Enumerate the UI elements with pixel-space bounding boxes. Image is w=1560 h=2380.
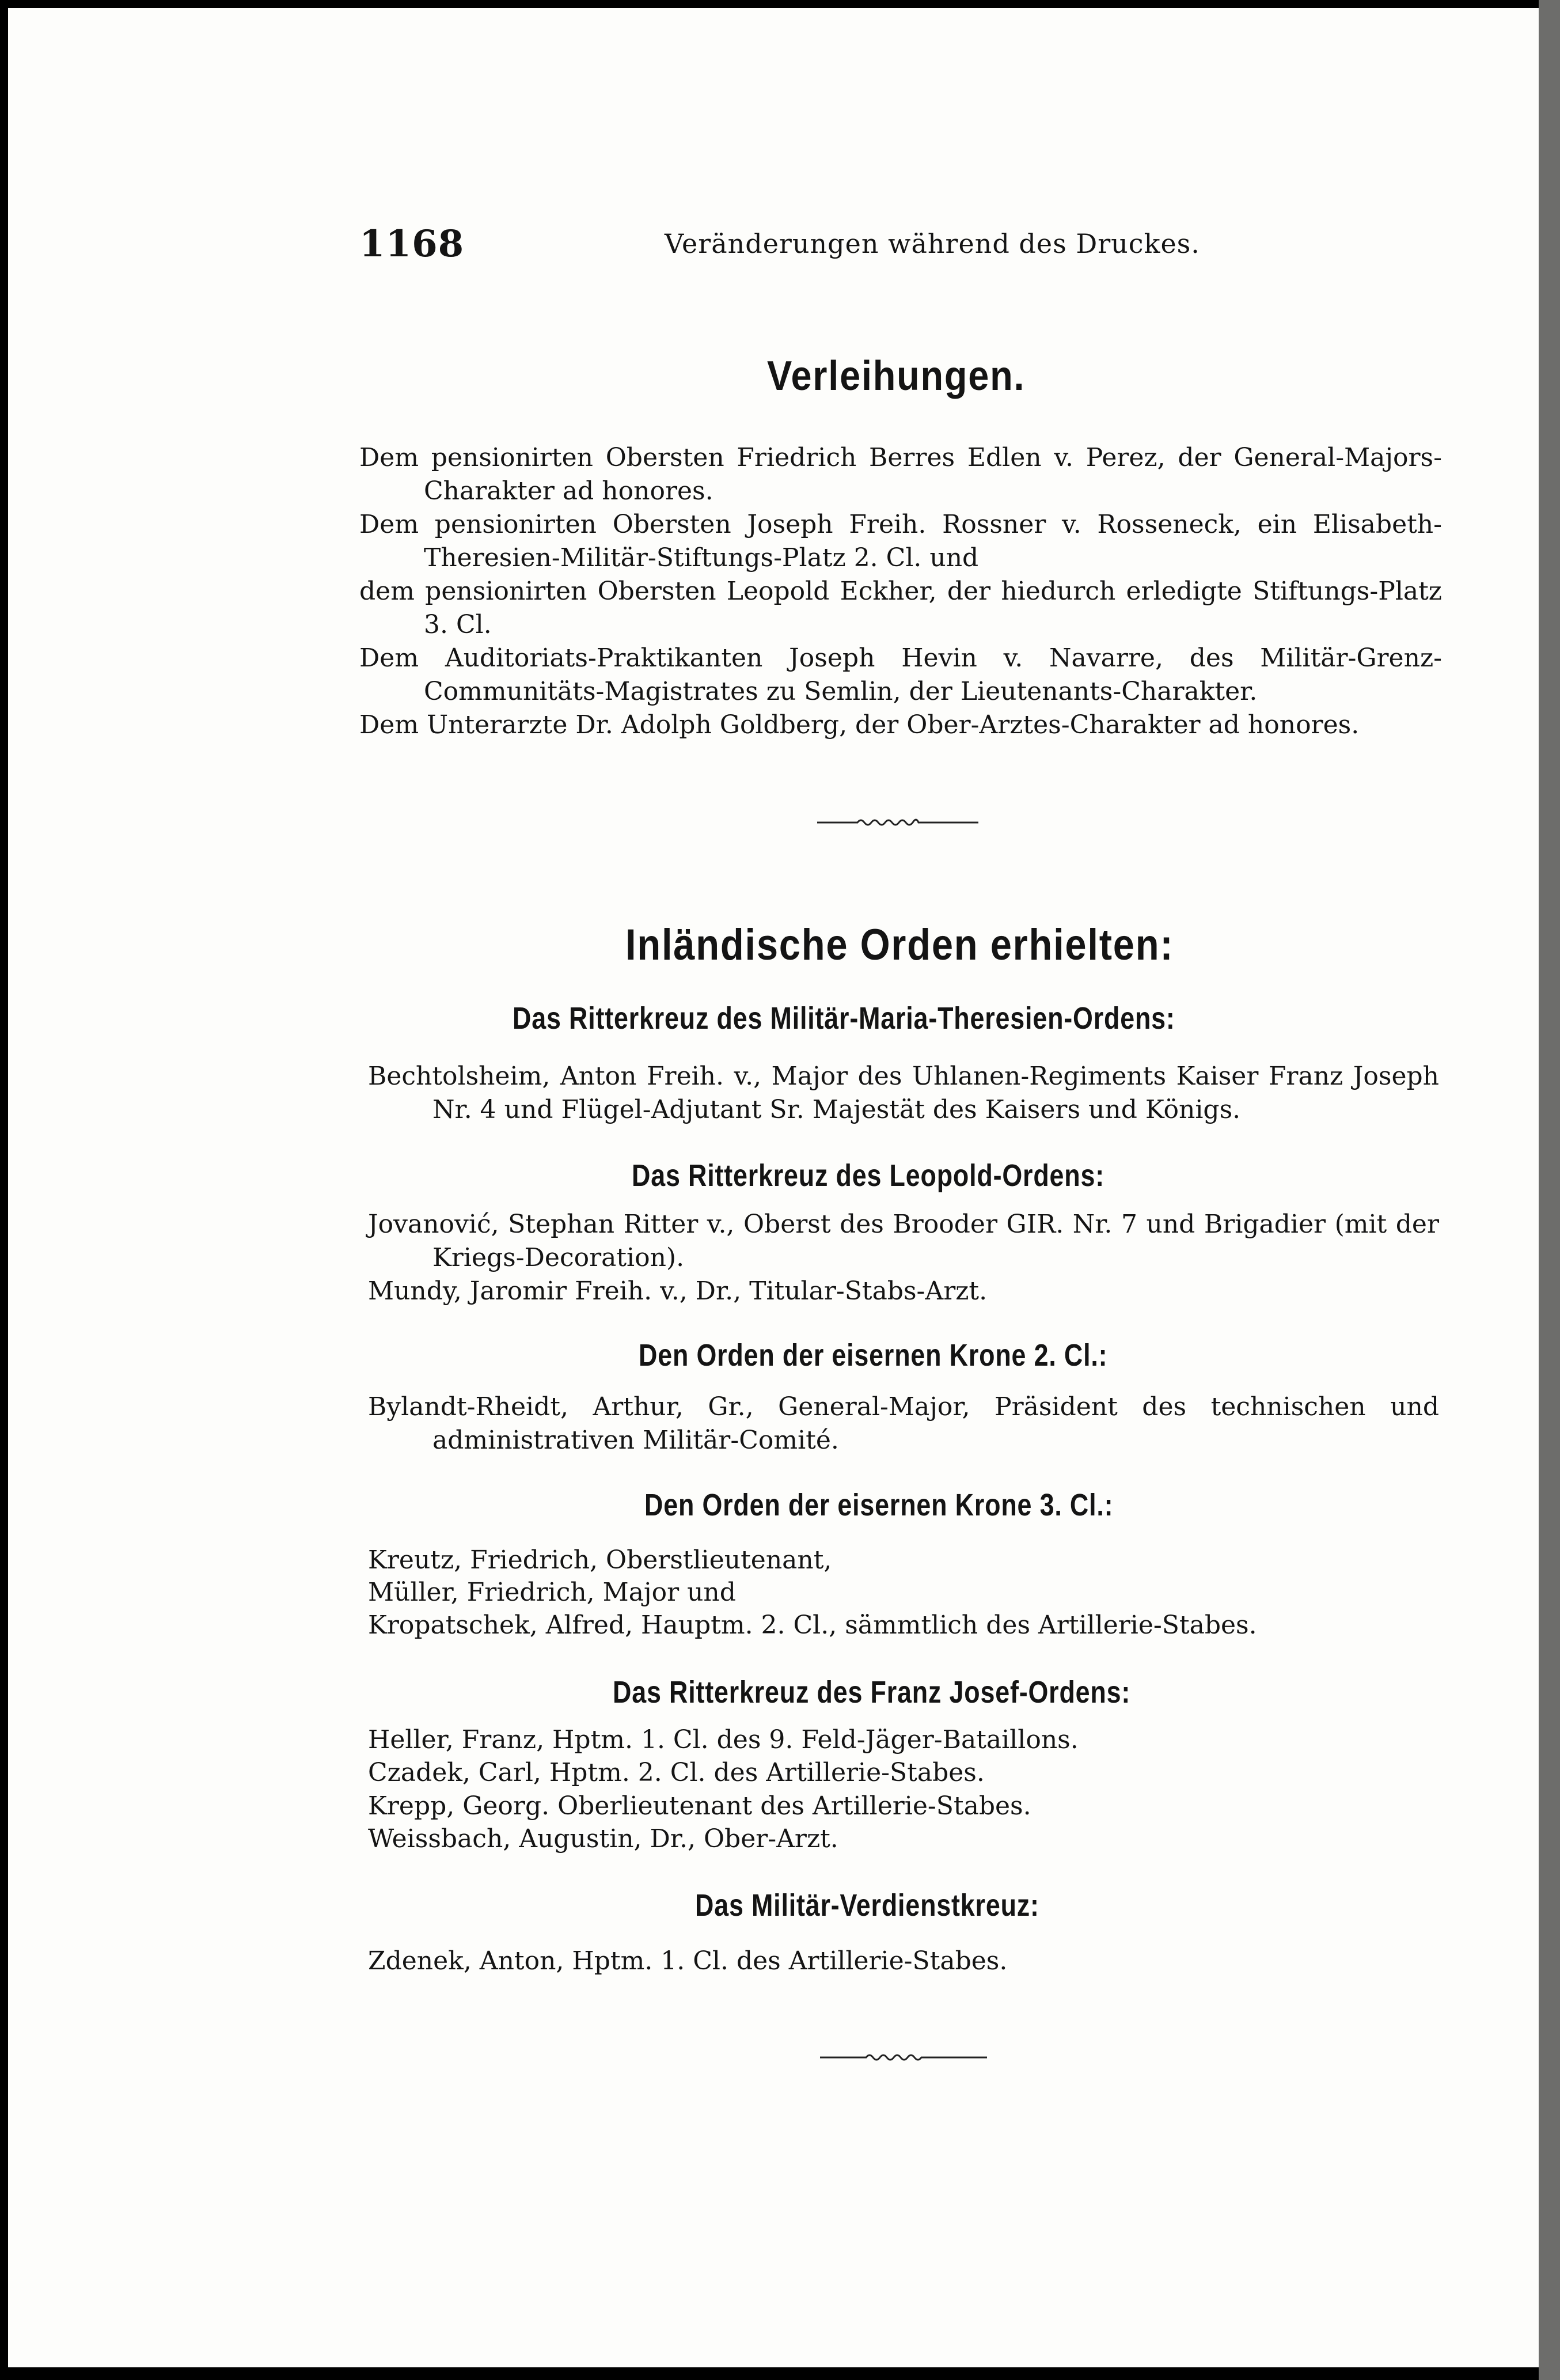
order-entry: Jovanović, Stephan Ritter v., Oberst des Brooder GIR. Nr. 7 und Brigadier (mit der Kriegs-Decoration). <box>368 1210 1439 1272</box>
order-entry: Kropatschek, Alfred, Hauptm. 2. Cl., sämmtlich des Artillerie-Stabes. <box>368 1610 1257 1640</box>
order-entry: Zdenek, Anton, Hptm. 1. Cl. des Artillerie-Stabes. <box>368 1946 1008 1976</box>
order-heading: Den Orden der eisernen Krone 3. Cl.: <box>644 1488 1114 1522</box>
order-entry: Krepp, Georg. Oberlieutenant des Artillerie-Stabes. <box>368 1791 1031 1821</box>
paragraph: Dem Unterarzte Dr. Adolph Goldberg, der Ober-Arztes-Charakter ad honores. <box>359 710 1360 740</box>
section-title-verleihungen: Verleihungen. <box>767 353 1026 399</box>
order-heading: Das Ritterkreuz des Leopold-Ordens: <box>632 1158 1105 1193</box>
order-entry: Bechtolsheim, Anton Freih. v., Major des Uhlanen-Regiments Kaiser Franz Joseph Nr. 4 und Flügel-Adjutant Sr. Majestät des Kaisers und Königs. <box>368 1062 1439 1124</box>
paragraph: Dem pensionirten Obersten Friedrich Berres Edlen v. Perez, der General-Majors-Charakter ad honores. <box>359 443 1442 506</box>
order-entry: Kreutz, Friedrich, Oberstlieutenant, <box>368 1545 832 1575</box>
running-title: Veränderungen während des Druckes. <box>665 228 1200 259</box>
order-entry: Bylandt-Rheidt, Arthur, Gr., General-Major, Präsident des technischen und administrativen Militär-Comité. <box>368 1392 1439 1455</box>
order-entry: Weissbach, Augustin, Dr., Ober-Arzt. <box>368 1824 838 1854</box>
paragraph: Dem pensionirten Obersten Joseph Freih. Rossner v. Rosseneck, ein Elisabeth-Theresien-Militär-Stiftungs-Platz 2. Cl. und <box>359 510 1442 573</box>
order-heading: Das Militär-Verdienstkreuz: <box>695 1888 1039 1923</box>
order-entry: Müller, Friedrich, Major und <box>368 1578 736 1607</box>
paragraph: dem pensionirten Obersten Leopold Eckher, der hiedurch erledigte Stiftungs-Platz 3. Cl. <box>359 577 1442 639</box>
scan-edge <box>1539 0 1560 2380</box>
decorative-divider <box>817 812 978 829</box>
order-entry: Czadek, Carl, Hptm. 2. Cl. des Artillerie-Stabes. <box>368 1758 985 1787</box>
order-entry: Mundy, Jaromir Freih. v., Dr., Titular-Stabs-Arzt. <box>368 1276 988 1306</box>
page-number: 1168 <box>359 222 465 266</box>
scanned-page <box>8 8 1539 2367</box>
order-heading: Das Ritterkreuz des Franz Josef-Ordens: <box>613 1675 1131 1710</box>
order-heading: Den Orden der eisernen Krone 2. Cl.: <box>639 1338 1108 1373</box>
order-entry: Heller, Franz, Hptm. 1. Cl. des 9. Feld-Jäger-Bataillons. <box>368 1725 1079 1754</box>
section-title-orden: Inländische Orden erhielten: <box>625 920 1174 969</box>
decorative-divider <box>820 2047 987 2064</box>
order-heading: Das Ritterkreuz des Militär-Maria-Theresien-Ordens: <box>513 1001 1175 1036</box>
paragraph: Dem Auditoriats-Praktikanten Joseph Hevin v. Navarre, des Militär-Grenz-Communitäts-Magistrates zu Semlin, der Lieutenants-Charakter. <box>359 643 1442 706</box>
